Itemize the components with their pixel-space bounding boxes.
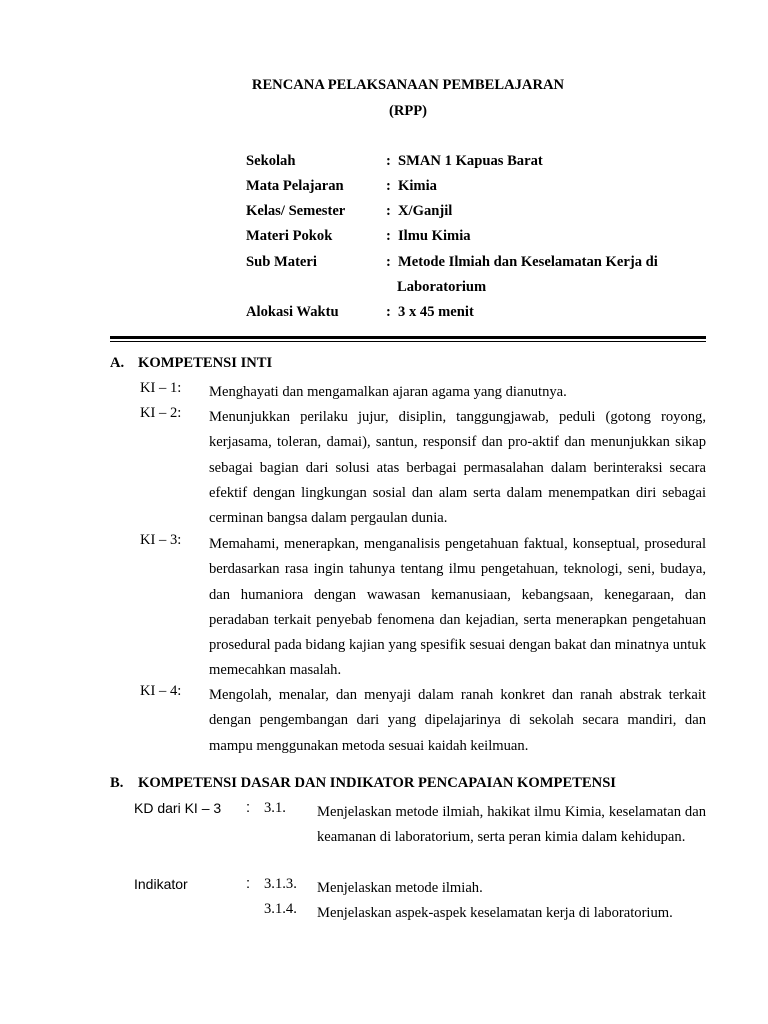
indikator-text: Menjelaskan metode ilmiah. (317, 880, 483, 896)
indikator-label: Indikator (134, 876, 188, 892)
section-letter: A. (110, 355, 125, 371)
indikator-colon: : (246, 876, 251, 892)
header-divider-thin (110, 341, 706, 342)
section-title: KOMPETENSI DASAR DAN INDIKATOR PENCAPAIAN KOMPETENSI (138, 775, 616, 791)
identity-label: Alokasi Waktu (246, 304, 339, 320)
identity-row-sub-materi (246, 254, 706, 274)
identity-label: Sub Materi (246, 254, 317, 270)
kd-label: KD dari KI – 3 (134, 800, 222, 816)
identity-value: Metode Ilmiah dan Keselamatan Kerja di (398, 254, 658, 270)
ki-text: Mengolah, menalar, dan menyaji dalam ranah konkret dan ranah abstrak terkait dengan pengembangan dari yang dipelajarinya di sekolah secara mandiri, dan mampu menggunakan metoda sesuai kaidah keilmuan. (209, 687, 706, 754)
indikator-number: 3.1.4. (264, 901, 297, 917)
section-b-heading (110, 775, 616, 792)
identity-colon: : (386, 304, 391, 320)
document-subtitle: (RPP) (388, 103, 428, 119)
identity-label: Sekolah (246, 153, 296, 169)
identity-row-alokasi-waktu (246, 304, 706, 324)
identity-label: Kelas/ Semester (246, 203, 346, 219)
kd-number: 3.1. (264, 800, 286, 816)
identity-label: Mata Pelajaran (246, 178, 344, 194)
ki-code: KI – 3: (140, 532, 182, 548)
identity-label: Materi Pokok (246, 228, 333, 244)
kd-text: Menjelaskan metode ilmiah, hakikat ilmu Kimia, keselamatan dan keamanan di laboratorium, serta peran kimia dalam kehidupan. (317, 804, 706, 846)
header-divider-thick (110, 336, 706, 339)
identity-value: SMAN 1 Kapuas Barat (398, 153, 543, 169)
document-title: RENCANA PELAKSANAAN PEMBELAJARAN (251, 77, 565, 93)
ki-text: Menunjukkan perilaku jujur, disiplin, tanggungjawab, peduli (gotong royong, kerjasama, toleran, damai), santun, responsif dan pro-aktif dan menunjukkan sikap sebagai bagian dari solusi atas berbagai permasalahan dalam berinteraksi secara efektif dengan lingkungan sosial dan alam serta dalam menempatkan diri sebagai cerminan bangsa dalam pergaulan dunia. (209, 409, 706, 527)
identity-colon: : (386, 153, 391, 169)
kd-colon: : (246, 800, 251, 816)
ki-text: Menghayati dan mengamalkan ajaran agama yang dianutnya. (209, 384, 567, 400)
identity-row-kelas-semester (246, 203, 706, 223)
identity-colon: : (386, 203, 391, 219)
ki-code: KI – 1: (140, 380, 182, 396)
identity-colon: : (386, 178, 391, 194)
identity-value: X/Ganjil (398, 203, 453, 219)
section-letter: B. (110, 775, 124, 791)
ki-code: KI – 4: (140, 683, 182, 699)
indikator-text: Menjelaskan aspek-aspek keselamatan kerja di laboratorium. (317, 905, 673, 921)
identity-value: Kimia (398, 178, 437, 194)
section-title: KOMPETENSI INTI (138, 355, 273, 371)
identity-value: 3 x 45 menit (398, 304, 474, 320)
identity-value: Ilmu Kimia (398, 228, 471, 244)
ki-text: Memahami, menerapkan, menganalisis pengetahuan faktual, konseptual, prosedural berdasarkan rasa ingin tahunya tentang ilmu pengetahuan, teknologi, seni, budaya, dan humaniora dengan wawasan kemanusiaan, kebangsaan, kenegaraan, dan peradaban terkait penyebab fenomena dan kejadian, serta menerapkan pengetahuan prosedural pada bidang kajian yang spesifik sesuai dengan bakat dan minatnya untuk memecahkan masalah. (209, 536, 706, 679)
section-a-heading (110, 355, 272, 372)
identity-row-sekolah (246, 153, 706, 173)
identity-value-continuation: Laboratorium (397, 279, 487, 295)
identity-row-materi-pokok (246, 228, 706, 248)
identity-colon: : (386, 254, 391, 270)
identity-colon: : (386, 228, 391, 244)
ki-code: KI – 2: (140, 405, 182, 421)
indikator-number: 3.1.3. (264, 876, 297, 892)
identity-row-mata-pelajaran (246, 178, 706, 198)
